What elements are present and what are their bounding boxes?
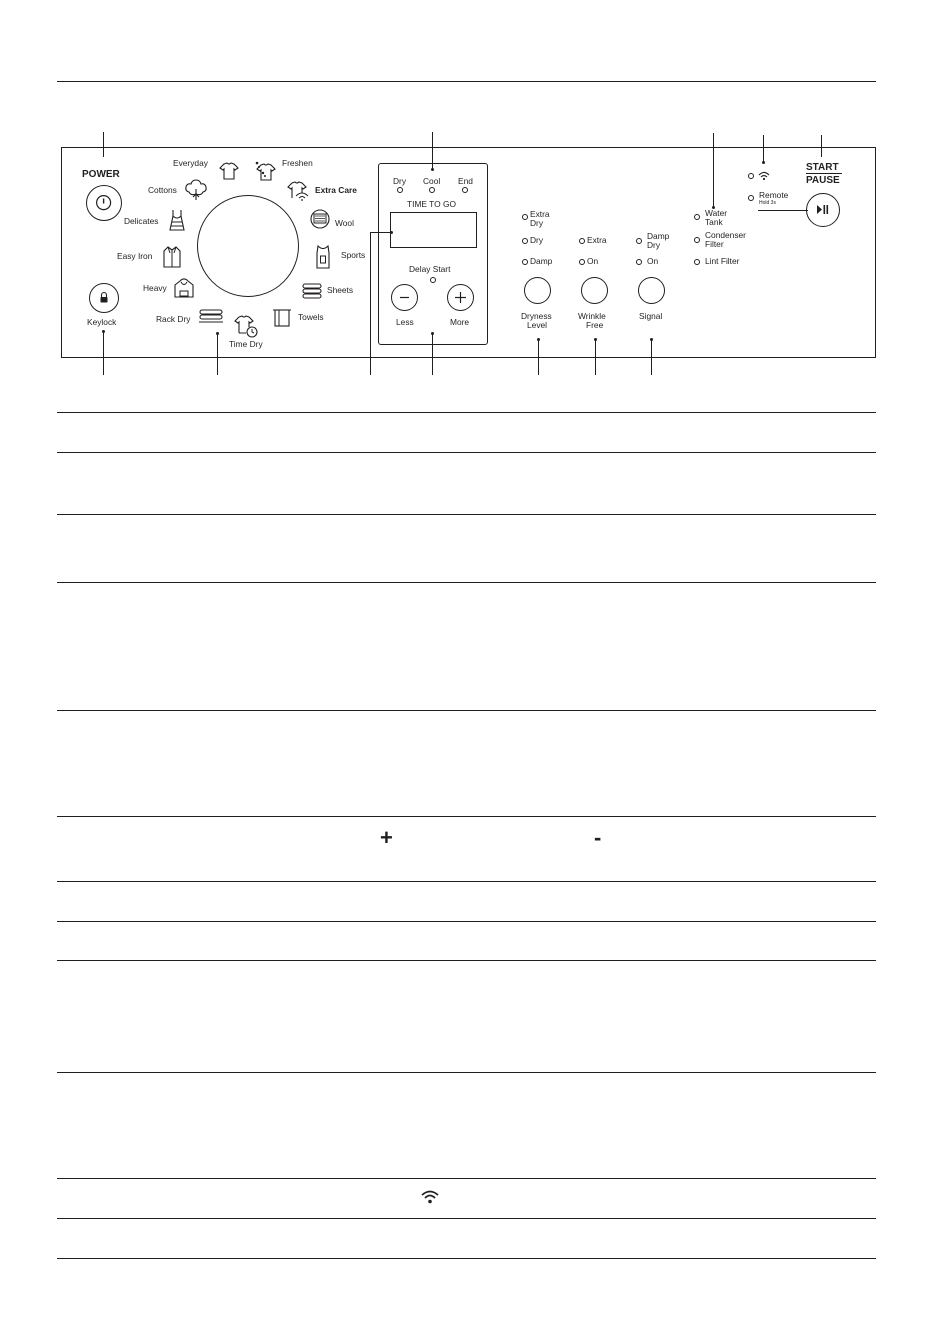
program-delicates[interactable]: Delicates <box>124 216 159 226</box>
wifi-icon <box>421 1190 439 1204</box>
condenser-filter-line2: Filter <box>705 239 724 249</box>
program-heavy[interactable]: Heavy <box>143 283 167 293</box>
led-extra-dry <box>522 214 528 220</box>
program-dial[interactable] <box>197 195 299 297</box>
led-end <box>462 187 468 193</box>
program-rack-dry[interactable]: Rack Dry <box>156 314 191 324</box>
led-damp <box>522 259 528 265</box>
wool-icon <box>308 208 332 230</box>
wrinkle-free-label-line2: Free <box>586 320 604 330</box>
wrinkle-free-button[interactable] <box>581 277 608 304</box>
keylock-button[interactable] <box>89 283 119 313</box>
power-icon <box>87 186 121 220</box>
top-rule <box>57 81 876 82</box>
start-pause-divider <box>806 173 842 174</box>
program-extra-care[interactable]: Extra Care <box>315 185 357 195</box>
time-dry-icon <box>233 313 261 339</box>
program-freshen[interactable]: Freshen <box>282 158 313 168</box>
remote-hold-label: Hold 3s <box>759 200 776 206</box>
play-pause-icon <box>807 194 838 225</box>
dryness-dry: Dry <box>530 235 544 245</box>
time-display <box>390 212 477 248</box>
program-wool[interactable]: Wool <box>335 218 354 228</box>
program-time-dry[interactable]: Time Dry <box>229 339 263 349</box>
led-remote <box>748 195 754 201</box>
table-rule-5 <box>57 710 876 711</box>
program-sheets[interactable]: Sheets <box>327 285 354 295</box>
status-end: End <box>458 176 473 186</box>
less-button[interactable] <box>391 284 418 311</box>
shirt-icon <box>161 245 183 269</box>
remote-connector-line <box>758 210 808 211</box>
led-cool <box>429 187 435 193</box>
time-to-go-label: TIME TO GO <box>407 199 457 209</box>
dryness-extra-dry-line2: Dry <box>530 218 544 228</box>
more-button[interactable] <box>447 284 474 311</box>
table-rule-6 <box>57 816 876 817</box>
table-rule-9 <box>57 960 876 961</box>
wrinkle-free-label-line1: Wrinkle <box>578 311 606 321</box>
remote-label: Remote <box>759 190 789 200</box>
table-rule-4 <box>57 582 876 583</box>
signal-button[interactable] <box>638 277 665 304</box>
led-wifi <box>748 173 754 179</box>
rack-dry-icon <box>198 307 226 325</box>
table-rule-10 <box>57 1072 876 1073</box>
minus-symbol: - <box>594 825 602 850</box>
hoodie-icon <box>172 277 196 301</box>
led-condenser-filter <box>694 237 700 243</box>
led-dry-level <box>522 238 528 244</box>
dryness-level-button[interactable] <box>524 277 551 304</box>
led-wrinkle-extra <box>579 238 585 244</box>
led-dry <box>397 187 403 193</box>
signal-on: On <box>647 256 659 266</box>
lock-icon <box>90 284 118 312</box>
signal-damp-dry-line2: Dry <box>647 240 661 250</box>
table-rule-3 <box>57 514 876 515</box>
plus-icon <box>448 285 473 310</box>
cotton-icon <box>183 178 209 202</box>
plus-symbol: + <box>380 825 393 850</box>
dryness-level-label-line1: Dryness <box>521 311 552 321</box>
sheets-icon <box>301 281 325 301</box>
led-lint-filter <box>694 259 700 265</box>
start-pause-button[interactable] <box>806 193 840 227</box>
dryness-extra-dry-line1: Extra <box>530 209 550 219</box>
table-rule-11 <box>57 1178 876 1179</box>
pause-label: PAUSE <box>806 175 840 186</box>
minus-icon <box>392 285 417 310</box>
signal-label: Signal <box>639 311 663 321</box>
led-damp-dry <box>636 238 642 244</box>
water-tank-line1: Water <box>705 208 728 218</box>
program-easy-iron[interactable]: Easy Iron <box>117 251 153 261</box>
wifi-icon <box>758 171 770 181</box>
program-everyday[interactable]: Everyday <box>173 158 208 168</box>
led-wrinkle-on <box>579 259 585 265</box>
table-rule-8 <box>57 921 876 922</box>
status-cool: Cool <box>423 176 441 186</box>
freshen-icon <box>253 160 277 182</box>
led-water-tank <box>694 214 700 220</box>
signal-damp-dry-line1: Damp <box>647 231 670 241</box>
power-label: POWER <box>82 169 120 180</box>
towels-icon <box>271 306 295 328</box>
led-signal-on <box>636 259 642 265</box>
wrinkle-extra: Extra <box>587 235 607 245</box>
water-tank-line2: Tank <box>705 217 723 227</box>
program-sports[interactable]: Sports <box>341 250 366 260</box>
status-dry: Dry <box>393 176 407 186</box>
program-cottons[interactable]: Cottons <box>148 185 177 195</box>
table-rule-2 <box>57 452 876 453</box>
delay-start-label: Delay Start <box>409 264 451 274</box>
condenser-filter-line1: Condenser <box>705 230 746 240</box>
lint-filter-label: Lint Filter <box>705 256 740 266</box>
less-label: Less <box>396 317 414 327</box>
table-rule-13 <box>57 1258 876 1259</box>
extra-care-icon <box>286 179 312 201</box>
program-towels[interactable]: Towels <box>298 312 324 322</box>
dryness-damp: Damp <box>530 256 553 266</box>
tshirt-icon <box>218 160 240 182</box>
wrinkle-on: On <box>587 256 599 266</box>
table-rule-7 <box>57 881 876 882</box>
dryness-level-label-line2: Level <box>527 320 548 330</box>
keylock-label: Keylock <box>87 317 117 327</box>
table-rule-1 <box>57 412 876 413</box>
start-label: START <box>806 162 839 173</box>
led-delay-start <box>430 277 436 283</box>
table-rule-12 <box>57 1218 876 1219</box>
sports-icon <box>313 244 333 270</box>
power-button[interactable] <box>86 185 122 221</box>
more-label: More <box>450 317 470 327</box>
delicates-icon <box>166 208 188 232</box>
